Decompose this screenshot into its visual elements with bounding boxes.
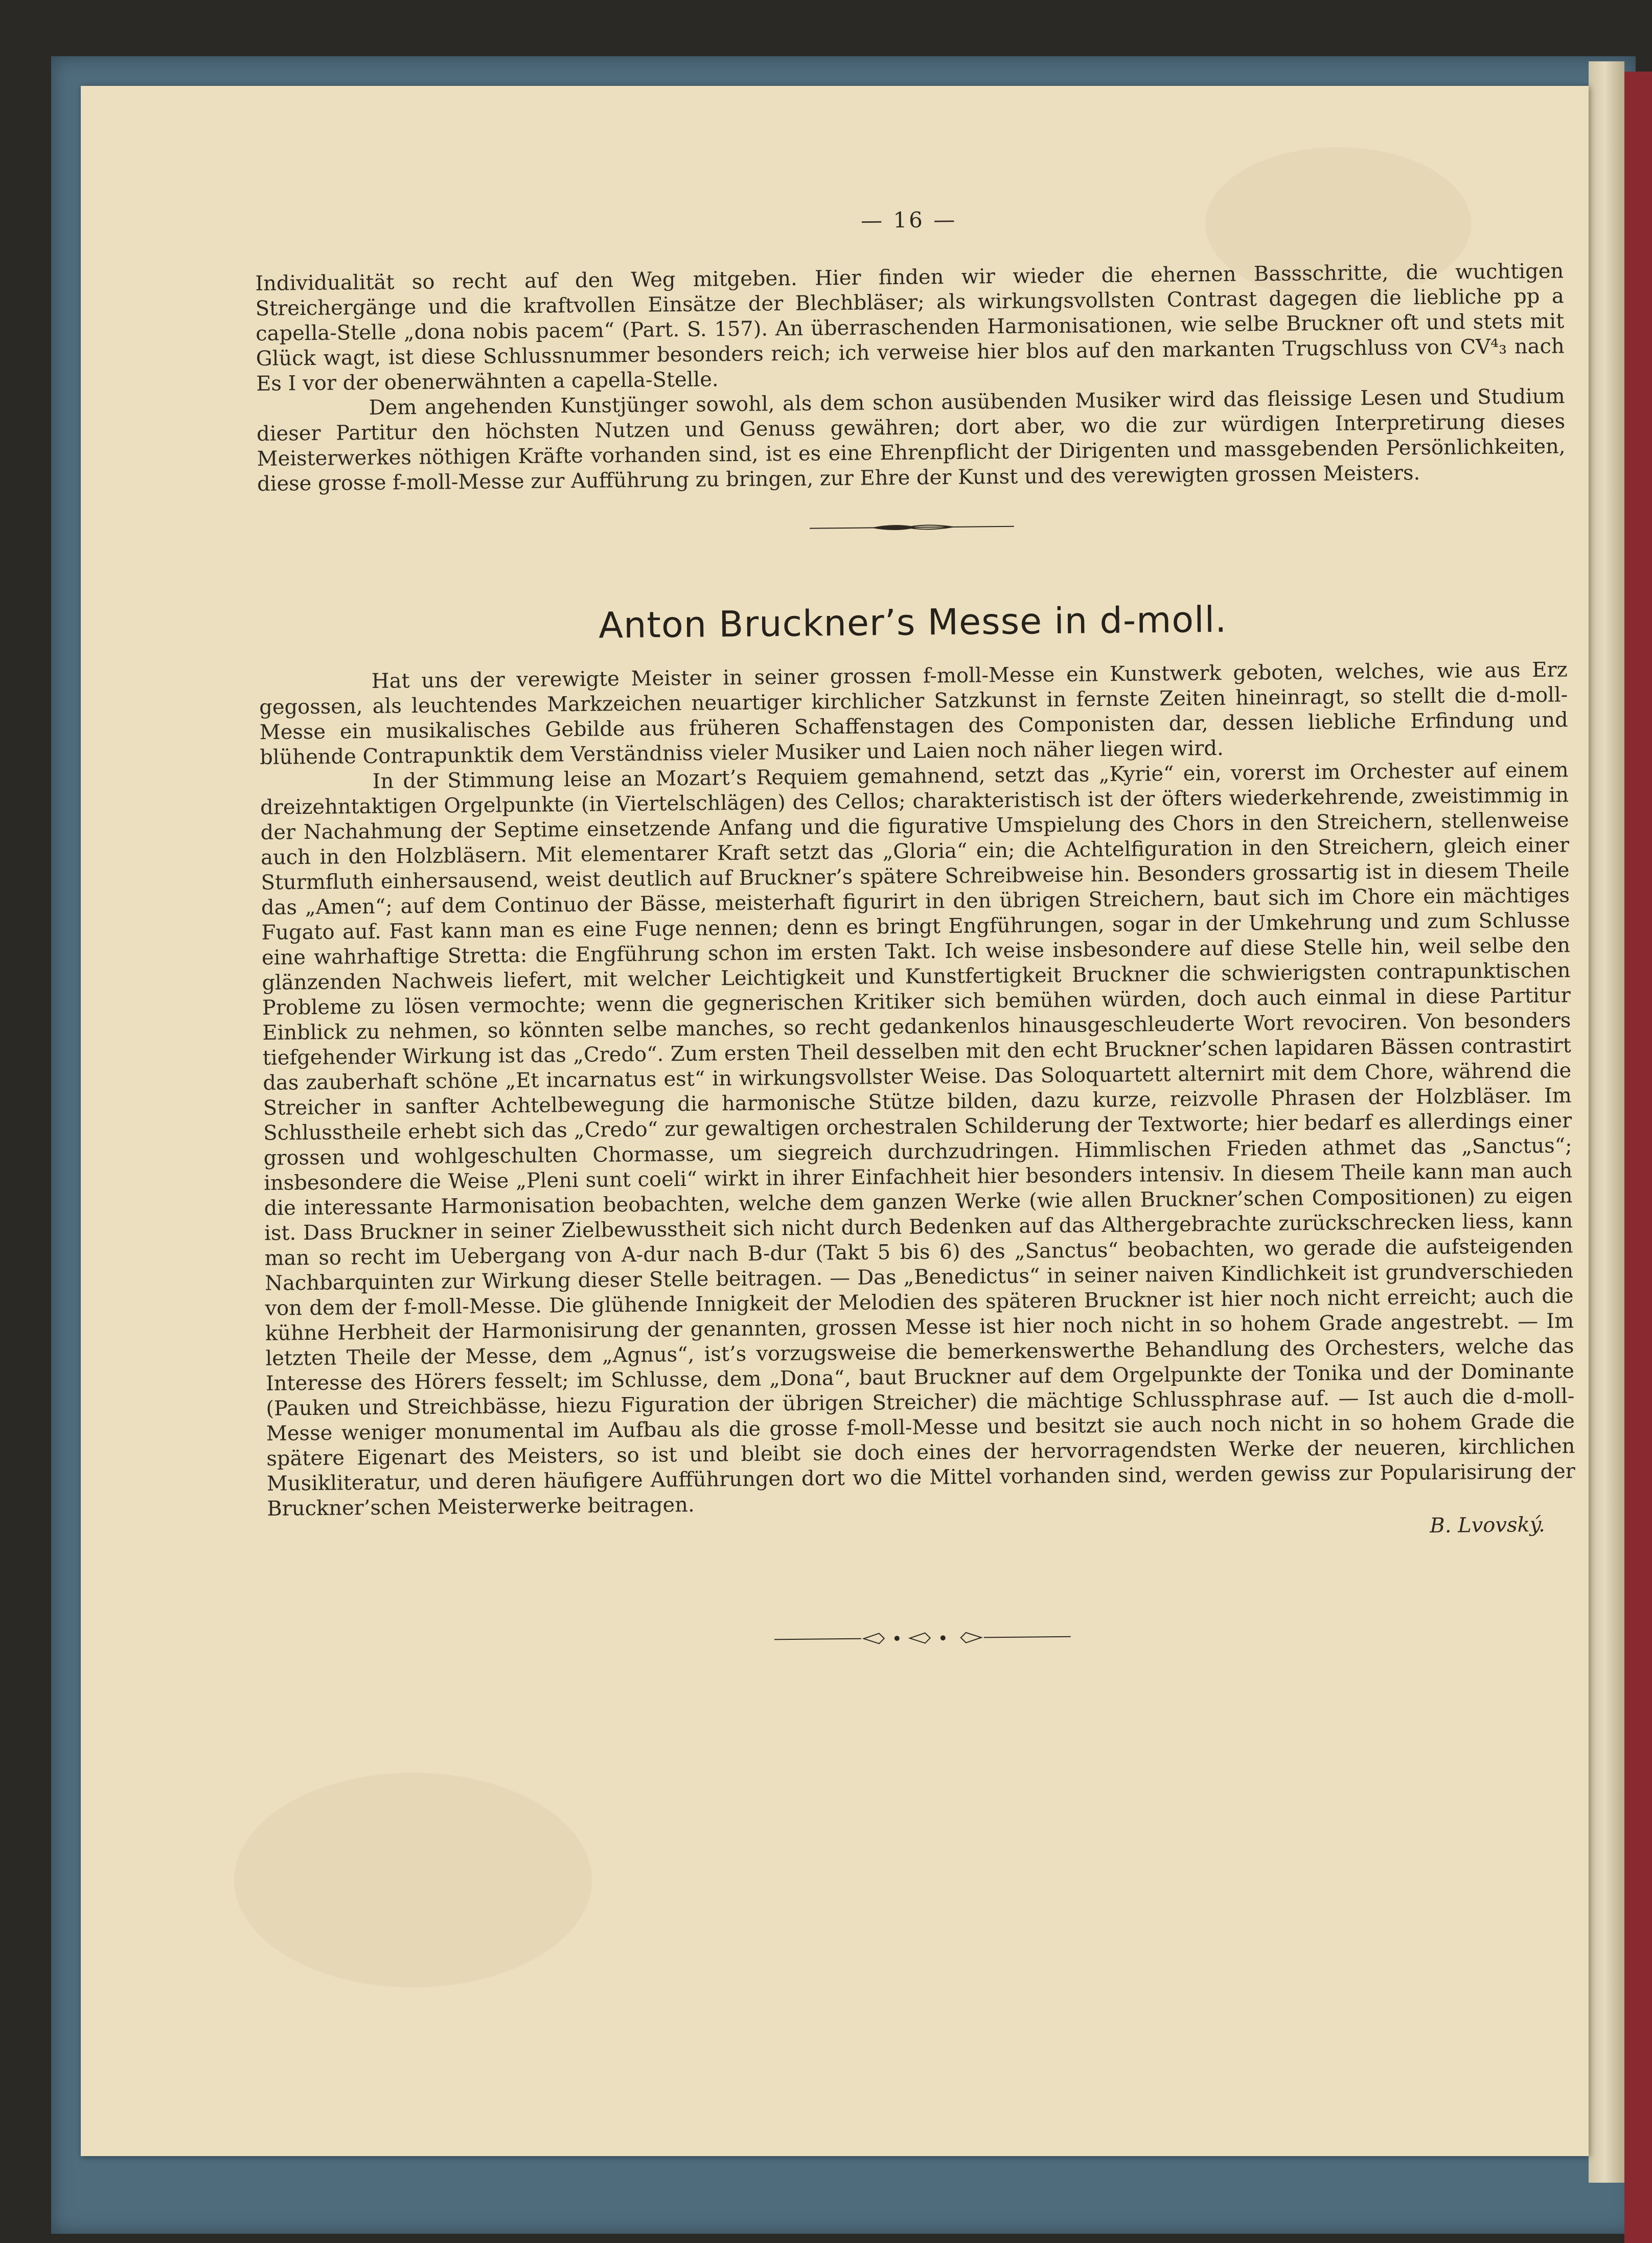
page-number: — 16 — <box>860 207 957 233</box>
binding-gap <box>1624 72 1652 2243</box>
article-title: Anton Bruckner’s Messe in d-moll. <box>598 598 1227 647</box>
article-paragraph: In der Stimmung leise an Mozart’s Requiem gemahnend, setzt das „Kyrie“ ein, vorerst im Orchester auf einem dreizehntaktigen Orgelpunkte (in Viertelschlägen) des Cellos; charakteristisch ist der öfters wiederkehrende, zweistimmig in der Nachahmung der Septime einsetzende Anfang und die figurative Umspielung des Chors in den Streichern, stellenweise auch in den Holzbläsern. Mit elementarer Kraft setzt das „Gloria“ ein; die Achtelfiguration in den Streichern, gleich einer Sturmfluth einhersausend, weist deutlich auf Bruckner’s spätere Schreibweise hin. Besonders grossartig ist in diesem Theile das „Amen“; auf dem Continuo der Bässe, meisterhaft figurirt in den übrigen Streichern, baut sich im Chore ein mächtiges Fugato auf. Fast kann man es eine Fuge nennen; denn es bringt Engführungen, sogar in der Umkehrung und zum Schlusse eine wahrhaftige Stretta: die Engführung schon im ersten Takt. Ich weise insbesondere auf diese Stelle hin, weil selbe den glänzenden Nachweis liefert, mit welcher Leichtigkeit und Kunstfertigkeit Bruckner die schwierigsten contrapunktischen Probleme zu lösen vermochte; wenn die gegnerischen Kritiker sich bemühen würden, doch auch einmal in diese Partitur Einblick zu nehmen, so könnten selbe manches, so recht gedankenlos hinausgeschleuderte Wort revociren. Von besonders tiefgehender Wirkung ist das „Credo“. Zum ersten Theil desselben mit den echt Bruckner’schen lapidaren Bässen contrastirt das zauberhaft schöne „Et incarnatus est“ in wirkungsvollster Weise. Das Soloquartett alternirt mit dem Chore, während die Streicher in sanfter Achtelbewegung die harmonische Stütze bilden, dazu kurze, reizvolle Phrasen der Holzbläser. Im Schlusstheile erhebt sich das „Credo“ zur gewaltigen orchestralen Schilderung der Textworte; hier bedarf es allerdings einer grossen und wohlgeschulten Chormasse, um siegreich durchzudringen. Himmlischen Frieden athmet das „Sanctus“; insbesondere die Weise „Pleni sunt coeli“ wirkt in ihrer Einfachheit hier besonders intensiv. In diesem Theile kann man auch die interessante Harmonisation beobachten, welche dem ganzen Werke (wie allen Bruckner’schen Compositionen) zu eigen ist. Dass Bruckner in seiner Zielbewusstheit sich nicht durch Bedenken auf das Althergebrachte zurückschrecken liess, kann man so recht im Uebergang von A-dur nach B-dur (Takt 5 bis 6) des „Sanctus“ beobachten, wo gerade die aufsteigenden Nachbarquinten zur Wirkung dieser Stelle beitragen. — Das „Benedictus“ in seiner naiven Kindlichkeit ist grundverschieden von dem der f-moll-Messe. Die glühende Innigkeit der Melodien des späteren Bruckner ist hier noch nicht erreicht; auch die kühne Herbheit der Harmonisirung der genannten, grossen Messe ist hier noch nicht in so hohem Grade angestrebt. — Im letzten Theile der Messe, dem „Agnus“, ist’s vorzugsweise die bemerkenswerthe Behandlung des Orchesters, welche das Interesse des Hörers fesselt; im Schlusse, dem „Dona“, baut Bruckner auf dem Orgelpunkte der Tonika und der Dominante (Pauken und Streichbässe, hiezu Figuration der übrigen Streicher) die mächtige Schlussphrase auf. — Ist auch die d-moll-Messe weniger monumental im Aufbau als die grosse f-moll-Messe und besitzt sie auch noch nicht in so hohem Grade die spätere Eigenart des Meisters, so ist und bleibt sie doch eines der hervorragendsten Werke der neueren, kirchlichen Musikliteratur, und deren häufigere Aufführungen dort wo die Mittel vorhanden sind, werden gewiss zur Popularisirung der Bruckner’schen Meisterwerke beitragen. <box>260 758 1575 1521</box>
continuation-paragraph: Dem angehenden Kunstjünger sowohl, als dem schon ausübenden Musiker wird das fleissige Lesen und Studium dieser Partitur den höchsten Nutzen und Genuss gewähren; dort aber, wo die zur würdigen Interpretirung dieses Meisterwerkes nöthigen Kräfte vorhanden sind, ist es eine Ehrenpflicht der Dirigenten und massgebenden Persönlichkeiten, diese grosse f-moll-Messe zur Aufführung zu bringen, zur Ehre der Kunst und des verewigten grossen Meisters. <box>256 384 1566 496</box>
page-content <box>255 201 1581 2156</box>
ornament-divider <box>810 520 1014 535</box>
continuation-paragraph: Individualität so recht auf den Weg mitgeben. Hier finden wir wieder die ehernen Bassschritte, die wuchtigen Streichergänge und die kraftvollen Einsätze der Blechbläser; als wirkungsvollsten Contrast dagegen die liebliche pp a capella-Stelle „dona nobis pacem“ (Part. S. 157). An überraschenden Harmonisationen, wie selbe Bruckner oft und stets mit Glück wagt, ist diese Schlussnummer besonders reich; ich verweise hier blos auf den markanten Trugschluss von CV⁴₃ nach Es I vor der obenerwähnten a capella-Stelle. <box>255 259 1565 396</box>
book-page <box>81 86 1589 2156</box>
author-signature: B. Lvovský. <box>1430 1513 1545 1538</box>
article-paragraph: Hat uns der verewigte Meister in seiner grossen f-moll-Messe ein Kunstwerk geboten, welches, wie aus Erz gegossen, als leuchtendes Markzeichen neuartiger kirchlicher Satzkunst in fernste Zeiten hineinragt, so stellt die d-moll-Messe ein musikalisches Gebilde aus früheren Schaffenstagen des Componisten dar, dessen liebliche Erfindung und blühende Contrapunktik dem Verständniss vieler Musiker und Laien noch näher liegen wird. <box>259 658 1568 769</box>
page-edges <box>1589 61 1624 2183</box>
end-ornament <box>774 1629 1071 1647</box>
